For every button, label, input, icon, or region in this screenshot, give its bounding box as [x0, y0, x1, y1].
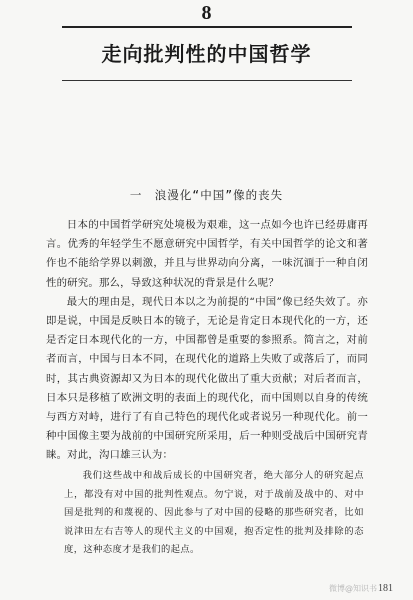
watermark: 微博@知识书	[329, 584, 377, 593]
block-quote	[64, 467, 364, 560]
body-text	[46, 216, 368, 466]
chapter-title: 走向批判性的中国哲学	[101, 42, 312, 66]
quote-text: 我们这些战中和战后成长的中国研究者，绝大部分人的研究起点上，都没有对中国的批判性观点。勿宁说，对于战前及战中的、对中国是批判的和蔑视的、因此参与了对中国的侵略的那些研究者，比如说津田左右吉等人的现代主义的中国观，抱否定性的批判及排除的态度，这种态度才是我们的起点。	[64, 470, 364, 556]
top-rule	[62, 26, 352, 28]
paragraph: 日本的中国哲学研究处境极为艰难，这一点如今也许已经毋庸再言。优秀的年轻学生不愿意研究中国哲学，有关中国哲学的论文和著作也不能给学界以刺激，并且与世界动向分离，一味沉湎于一种自闭性的研究。那么，导致这种状况的背景是什么呢？	[46, 219, 368, 289]
section-heading: 一 浪漫化“中国”像的丧失	[129, 188, 284, 202]
page-number: 181	[378, 583, 393, 594]
paragraph: 最大的理由是，现代日本以之为前提的“中国”像已经失效了。亦即是说，中国是反映日本的镜子，无论是肯定日本现代化的一方，还是否定日本现代化的一方，中国都曾是重要的参照系。简言之，对前者而言，中国与日本不同，在现代化的道路上失败了或落后了，而同时，其古典资源却又为日本的现代化做出了重大贡献；对后者而言，日本只是移植了欧洲文明的表面上的现代化，而中国则以自身的传统与西方对峙，进行了有自己特色的现代化或者说另一种现代化。前一种中国像主要为战前的中国研究所采用，后一种则受战后中国研究青睐。对此，沟口雄三认为：	[46, 295, 368, 462]
chapter-number: 8	[201, 2, 212, 24]
title-rule	[62, 80, 352, 81]
